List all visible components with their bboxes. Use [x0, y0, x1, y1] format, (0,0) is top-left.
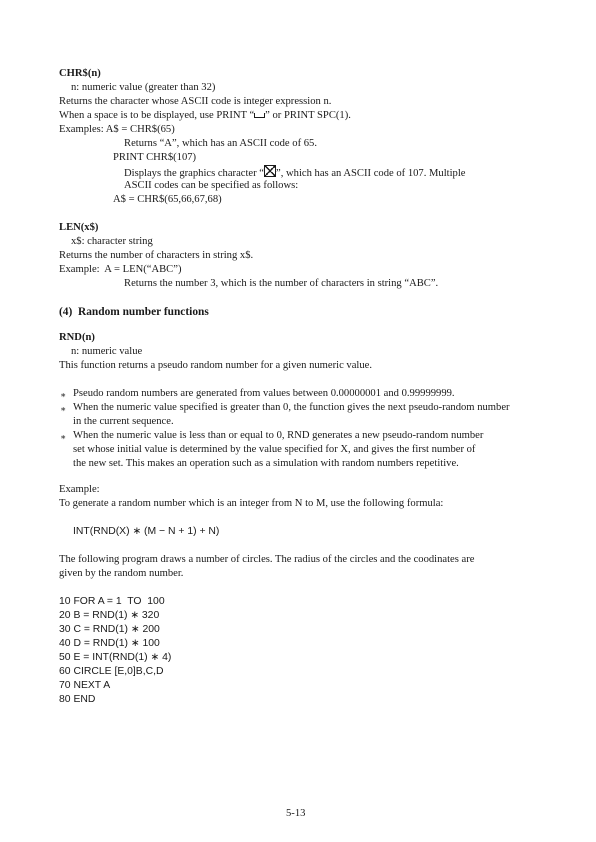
program-line: 10 FOR A = 1 TO 100 — [59, 596, 165, 607]
chrs-ex2-code: PRINT CHR$(107) — [113, 152, 197, 163]
rnd-param: n: numeric value — [71, 346, 143, 357]
chrs-desc2-a: When a space is to be displayed, use PRINT “ — [59, 110, 255, 121]
bullet-3-icon: ∗ — [60, 432, 67, 442]
rnd-bullet3-line3: the new set. This makes an operation such as a simulation with random numbers repetitive. — [73, 458, 459, 469]
chrs-desc2-b: ” or PRINT SPC(1). — [265, 110, 351, 121]
chrs-ex2-desc-a: Displays the graphics character “ — [124, 168, 265, 179]
graphics-character-icon — [264, 165, 276, 177]
rnd-bullet3-line1: When the numeric value is less than or equal to 0, RND generates a new pseudo-random number — [73, 430, 484, 441]
program-line: 40 D = RND(1) ∗ 100 — [59, 638, 160, 649]
chrs-desc2 — [59, 109, 351, 123]
chrs-title: CHR$(n) — [59, 68, 101, 79]
chrs-param: n: numeric value (greater than 32) — [71, 82, 216, 93]
program-line: 30 C = RND(1) ∗ 200 — [59, 624, 160, 635]
rnd-example-desc: To generate a random number which is an integer from N to M, use the following formula: — [59, 498, 444, 509]
program-desc-line1: The following program draws a number of circles. The radius of the circles and the coodinates are — [59, 554, 475, 565]
chrs-ex2-desc2: ASCII codes can be specified as follows: — [124, 180, 299, 191]
chrs-ex3-code: A$ = CHR$(65,66,67,68) — [113, 194, 222, 205]
rnd-example-label: Example: — [59, 484, 100, 495]
program-line: 70 NEXT A — [59, 680, 111, 691]
len-title: LEN(x$) — [59, 222, 99, 233]
program-line: 80 END — [59, 694, 96, 705]
program-line: 20 B = RND(1) ∗ 320 — [59, 610, 160, 621]
chrs-ex2-desc-b: ”, which has an ASCII code of 107. Multiple — [276, 168, 466, 179]
len-param: x$: character string — [71, 236, 153, 247]
rnd-bullet3-line2: set whose initial value is determined by the value specified for X, and gives the first number of — [73, 444, 476, 455]
chrs-examples-label: Examples: A$ = CHR$(65) — [59, 124, 175, 135]
len-example: Example: A = LEN(“ABC”) — [59, 264, 182, 275]
space-symbol-icon — [254, 113, 265, 118]
rnd-title: RND(n) — [59, 332, 95, 343]
chrs-desc1: Returns the character whose ASCII code is integer expression n. — [59, 96, 332, 107]
len-ex-desc: Returns the number 3, which is the number of characters in string “ABC”. — [124, 278, 439, 289]
rnd-bullet1: Pseudo random numbers are generated from values between 0.00000001 and 0.99999999. — [73, 388, 455, 399]
rnd-desc: This function returns a pseudo random number for a given numeric value. — [59, 360, 373, 371]
program-line: 60 CIRCLE [E,0]B,C,D — [59, 666, 164, 677]
bullet-2-icon: ∗ — [60, 404, 67, 414]
bullet-1-icon: ∗ — [60, 390, 67, 400]
section-heading: (4) Random number functions — [59, 306, 209, 318]
chrs-ex1-desc: Returns “A”, which has an ASCII code of 65. — [124, 138, 317, 149]
rnd-formula: INT(RND(X) ∗ (M − N + 1) + N) — [73, 526, 220, 537]
rnd-bullet2-line2: in the current sequence. — [73, 416, 174, 427]
program-desc-line2: given by the random number. — [59, 568, 184, 579]
program-line: 50 E = INT(RND(1) ∗ 4) — [59, 652, 172, 663]
rnd-bullet2-line1: When the numeric value specified is greater than 0, the function gives the next pseudo-random number — [73, 402, 510, 413]
page-number: 5-13 — [286, 808, 306, 819]
len-desc: Returns the number of characters in string x$. — [59, 250, 254, 261]
